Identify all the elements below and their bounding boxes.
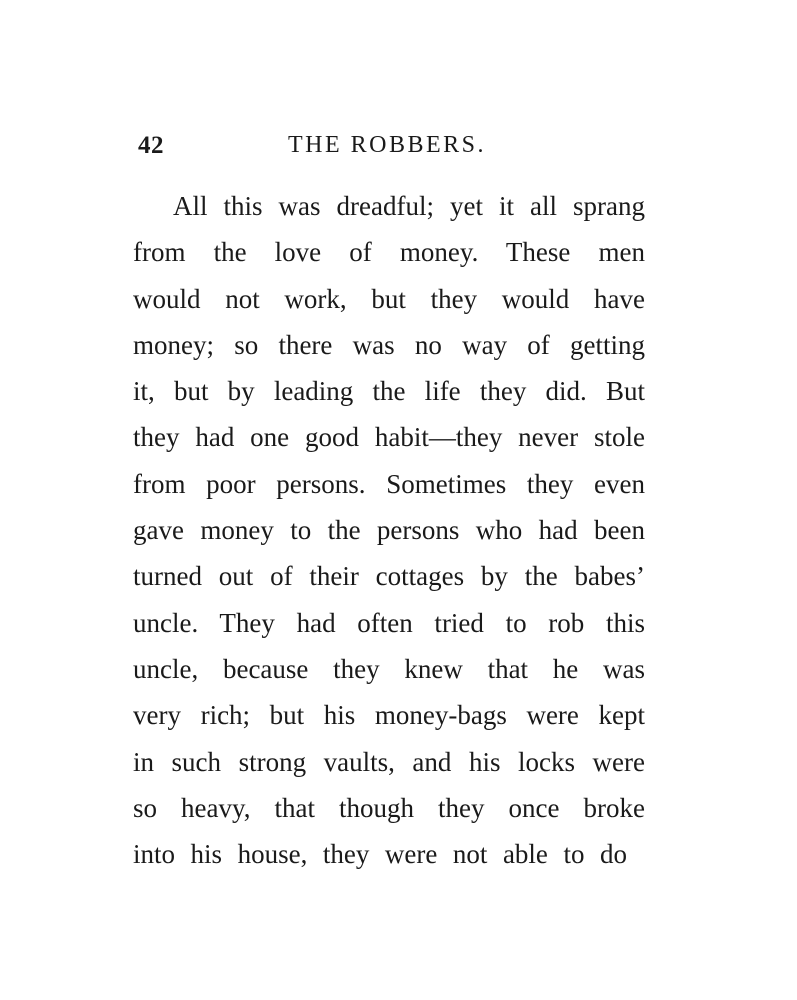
text-line: uncle. They had often tried to rob this: [133, 607, 645, 638]
text-line: would not work, but they would have: [133, 283, 645, 314]
text-line: so heavy, that though they once broke: [133, 792, 645, 823]
text-line: very rich; but his money-bags were kept: [133, 700, 645, 731]
body-paragraph: [133, 183, 645, 877]
text-line: it, but by leading the life they did. But: [133, 376, 645, 407]
text-line: turned out of their cottages by the babes’: [133, 561, 645, 592]
text-line: gave money to the persons who had been: [133, 515, 645, 546]
running-head: [138, 132, 644, 166]
text-line: in such strong vaults, and his locks were: [133, 746, 645, 777]
text-line: from poor persons. Sometimes they even: [133, 468, 645, 499]
page-number: 42: [138, 132, 164, 159]
text-line: they had one good habit—they never stole: [133, 422, 645, 453]
running-title: THE ROBBERS.: [288, 132, 487, 158]
text-line: into his house, they were not able to do: [133, 839, 627, 870]
text-line: uncle, because they knew that he was: [133, 653, 645, 684]
text-line: money; so there was no way of getting: [133, 329, 645, 360]
text-line: All this was dreadful; yet it all sprang: [173, 191, 645, 221]
text-line: from the love of money. These men: [133, 237, 645, 268]
